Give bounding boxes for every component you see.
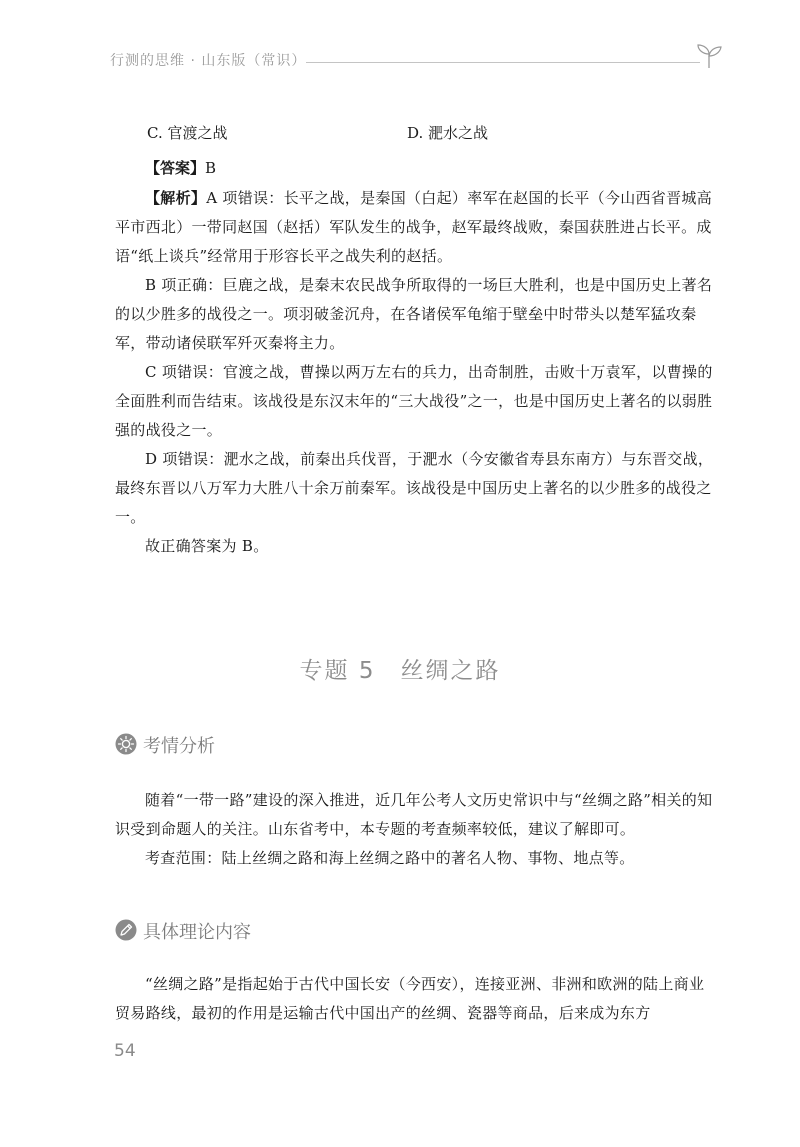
analysis-paragraph-d: D 项错误：淝水之战，前秦出兵伐晋，于淝水（今安徽省寿县东南方）与东晋交战，最终东晋以八万军力大胜八十余万前秦军。该战役是中国历史上著名的以少胜多的战役之一。 <box>115 450 714 526</box>
pencil-icon <box>115 919 137 941</box>
analysis-paragraph-c: C 项错误：官渡之战，曹操以两万左右的兵力，出奇制胜，击败十万袁军，以曹操的全面胜利而告结束。该战役是东汉末年的“三大战役”之一，也是中国历史上著名的以弱胜强的战役之一。 <box>115 363 713 439</box>
header-title: 行测的思维 · 山东版（常识） <box>110 53 307 69</box>
answer-line <box>145 154 216 182</box>
answer-value: B <box>205 159 217 177</box>
exam-analysis-label: 考情分析 <box>143 736 215 757</box>
option-c: C. 官渡之战 <box>147 124 228 142</box>
sun-icon <box>115 733 137 755</box>
topic-title: 专题 5 丝绸之路 <box>299 658 501 684</box>
sprout-icon <box>694 42 724 70</box>
theory-block <box>115 970 715 1028</box>
analysis-block <box>115 184 715 561</box>
theory-label: 具体理论内容 <box>143 922 251 943</box>
exam-analysis-block <box>115 786 715 873</box>
analysis-a-text: A 项错误：长平之战，是秦国（白起）率军在赵国的长平（今山西省晋城高平市西北）一带同赵国（赵括）军队发生的战争，赵军最终战败，秦国获胜进占长平。成语“纸上谈兵”经常用于形容长平之战失利的赵括。 <box>115 189 713 265</box>
theory-paragraph-1: “丝绸之路”是指起始于古代中国长安（今西安），连接亚洲、非洲和欧洲的陆上商业贸易路线，最初的作用是运输古代中国出产的丝绸、瓷器等商品，后来成为东方 <box>115 975 705 1022</box>
header-rule <box>306 62 700 63</box>
answer-options <box>147 122 707 150</box>
running-header <box>110 48 720 74</box>
analysis-conclusion: 故正确答案为 B。 <box>145 537 269 555</box>
analysis-paragraph-a <box>115 184 715 271</box>
exam-analysis-paragraph-2: 考查范围：陆上丝绸之路和海上丝绸之路中的著名人物、事物、地点等。 <box>145 849 635 867</box>
option-d: D. 淝水之战 <box>407 124 489 142</box>
answer-label: 【答案】 <box>145 159 206 177</box>
page-number: 54 <box>114 1041 136 1061</box>
exam-analysis-paragraph-1: 随着“一带一路”建设的深入推进，近几年公考人文历史常识中与“丝绸之路”相关的知识受到命题人的关注。山东省考中，本专题的考查频率较低，建议了解即可。 <box>115 791 713 838</box>
analysis-label: 【解析】 <box>145 189 207 207</box>
analysis-paragraph-b: B 项正确：巨鹿之战，是秦末农民战争所取得的一场巨大胜利，也是中国历史上著名的以少胜多的战役之一。项羽破釜沉舟，在各诸侯军龟缩于壁垒中时带头以楚军猛攻秦军，带动诸侯联军歼灭秦将主力。 <box>115 276 713 352</box>
